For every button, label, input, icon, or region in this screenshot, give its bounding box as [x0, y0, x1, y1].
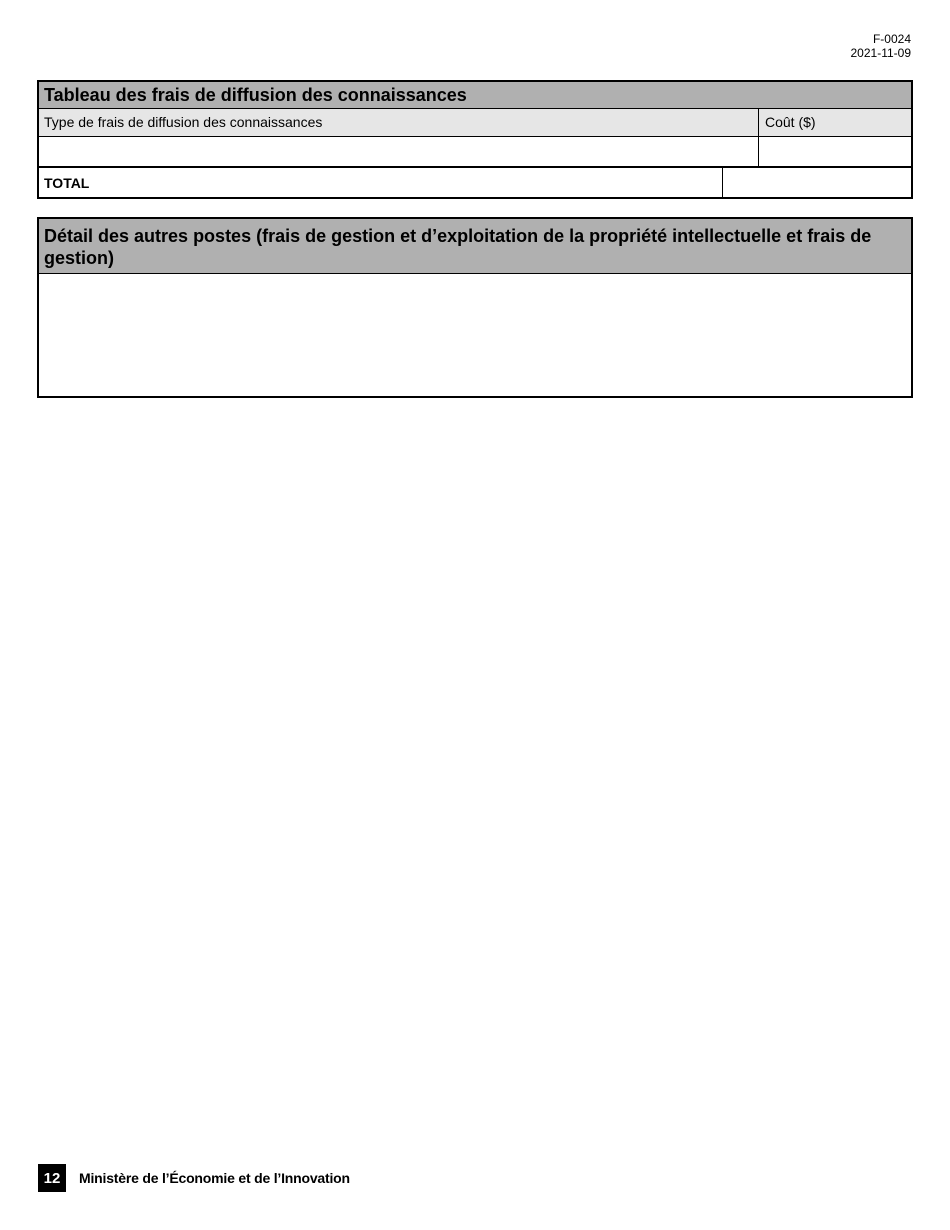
details-section-title: Détail des autres postes (frais de gestion et d’exploitation de la propriété intellectuelle et frais de gestion)	[39, 219, 911, 274]
total-row	[39, 168, 911, 197]
form-date: 2021-11-09	[850, 46, 911, 60]
costs-table-title: Tableau des frais de diffusion des connaissances	[39, 82, 911, 109]
cost-type-field[interactable]	[39, 137, 759, 166]
column-header-cost: Coût ($)	[765, 114, 816, 130]
costs-table-header	[39, 109, 911, 137]
details-text-field[interactable]	[39, 274, 911, 396]
total-amount-field[interactable]	[723, 168, 911, 197]
total-label: TOTAL	[39, 168, 723, 197]
page-footer	[38, 1164, 350, 1192]
cost-amount-field[interactable]	[759, 137, 911, 166]
ministry-name: Ministère de l’Économie et de l’Innovation	[79, 1170, 350, 1186]
column-header-type: Type de frais de diffusion des connaissances	[39, 109, 759, 136]
table-row	[39, 137, 911, 168]
knowledge-dissemination-costs-table	[37, 80, 913, 199]
other-items-details-section	[37, 217, 913, 398]
form-identifier	[851, 32, 912, 60]
page-number: 12	[38, 1164, 66, 1192]
form-code: F-0024	[872, 32, 911, 46]
